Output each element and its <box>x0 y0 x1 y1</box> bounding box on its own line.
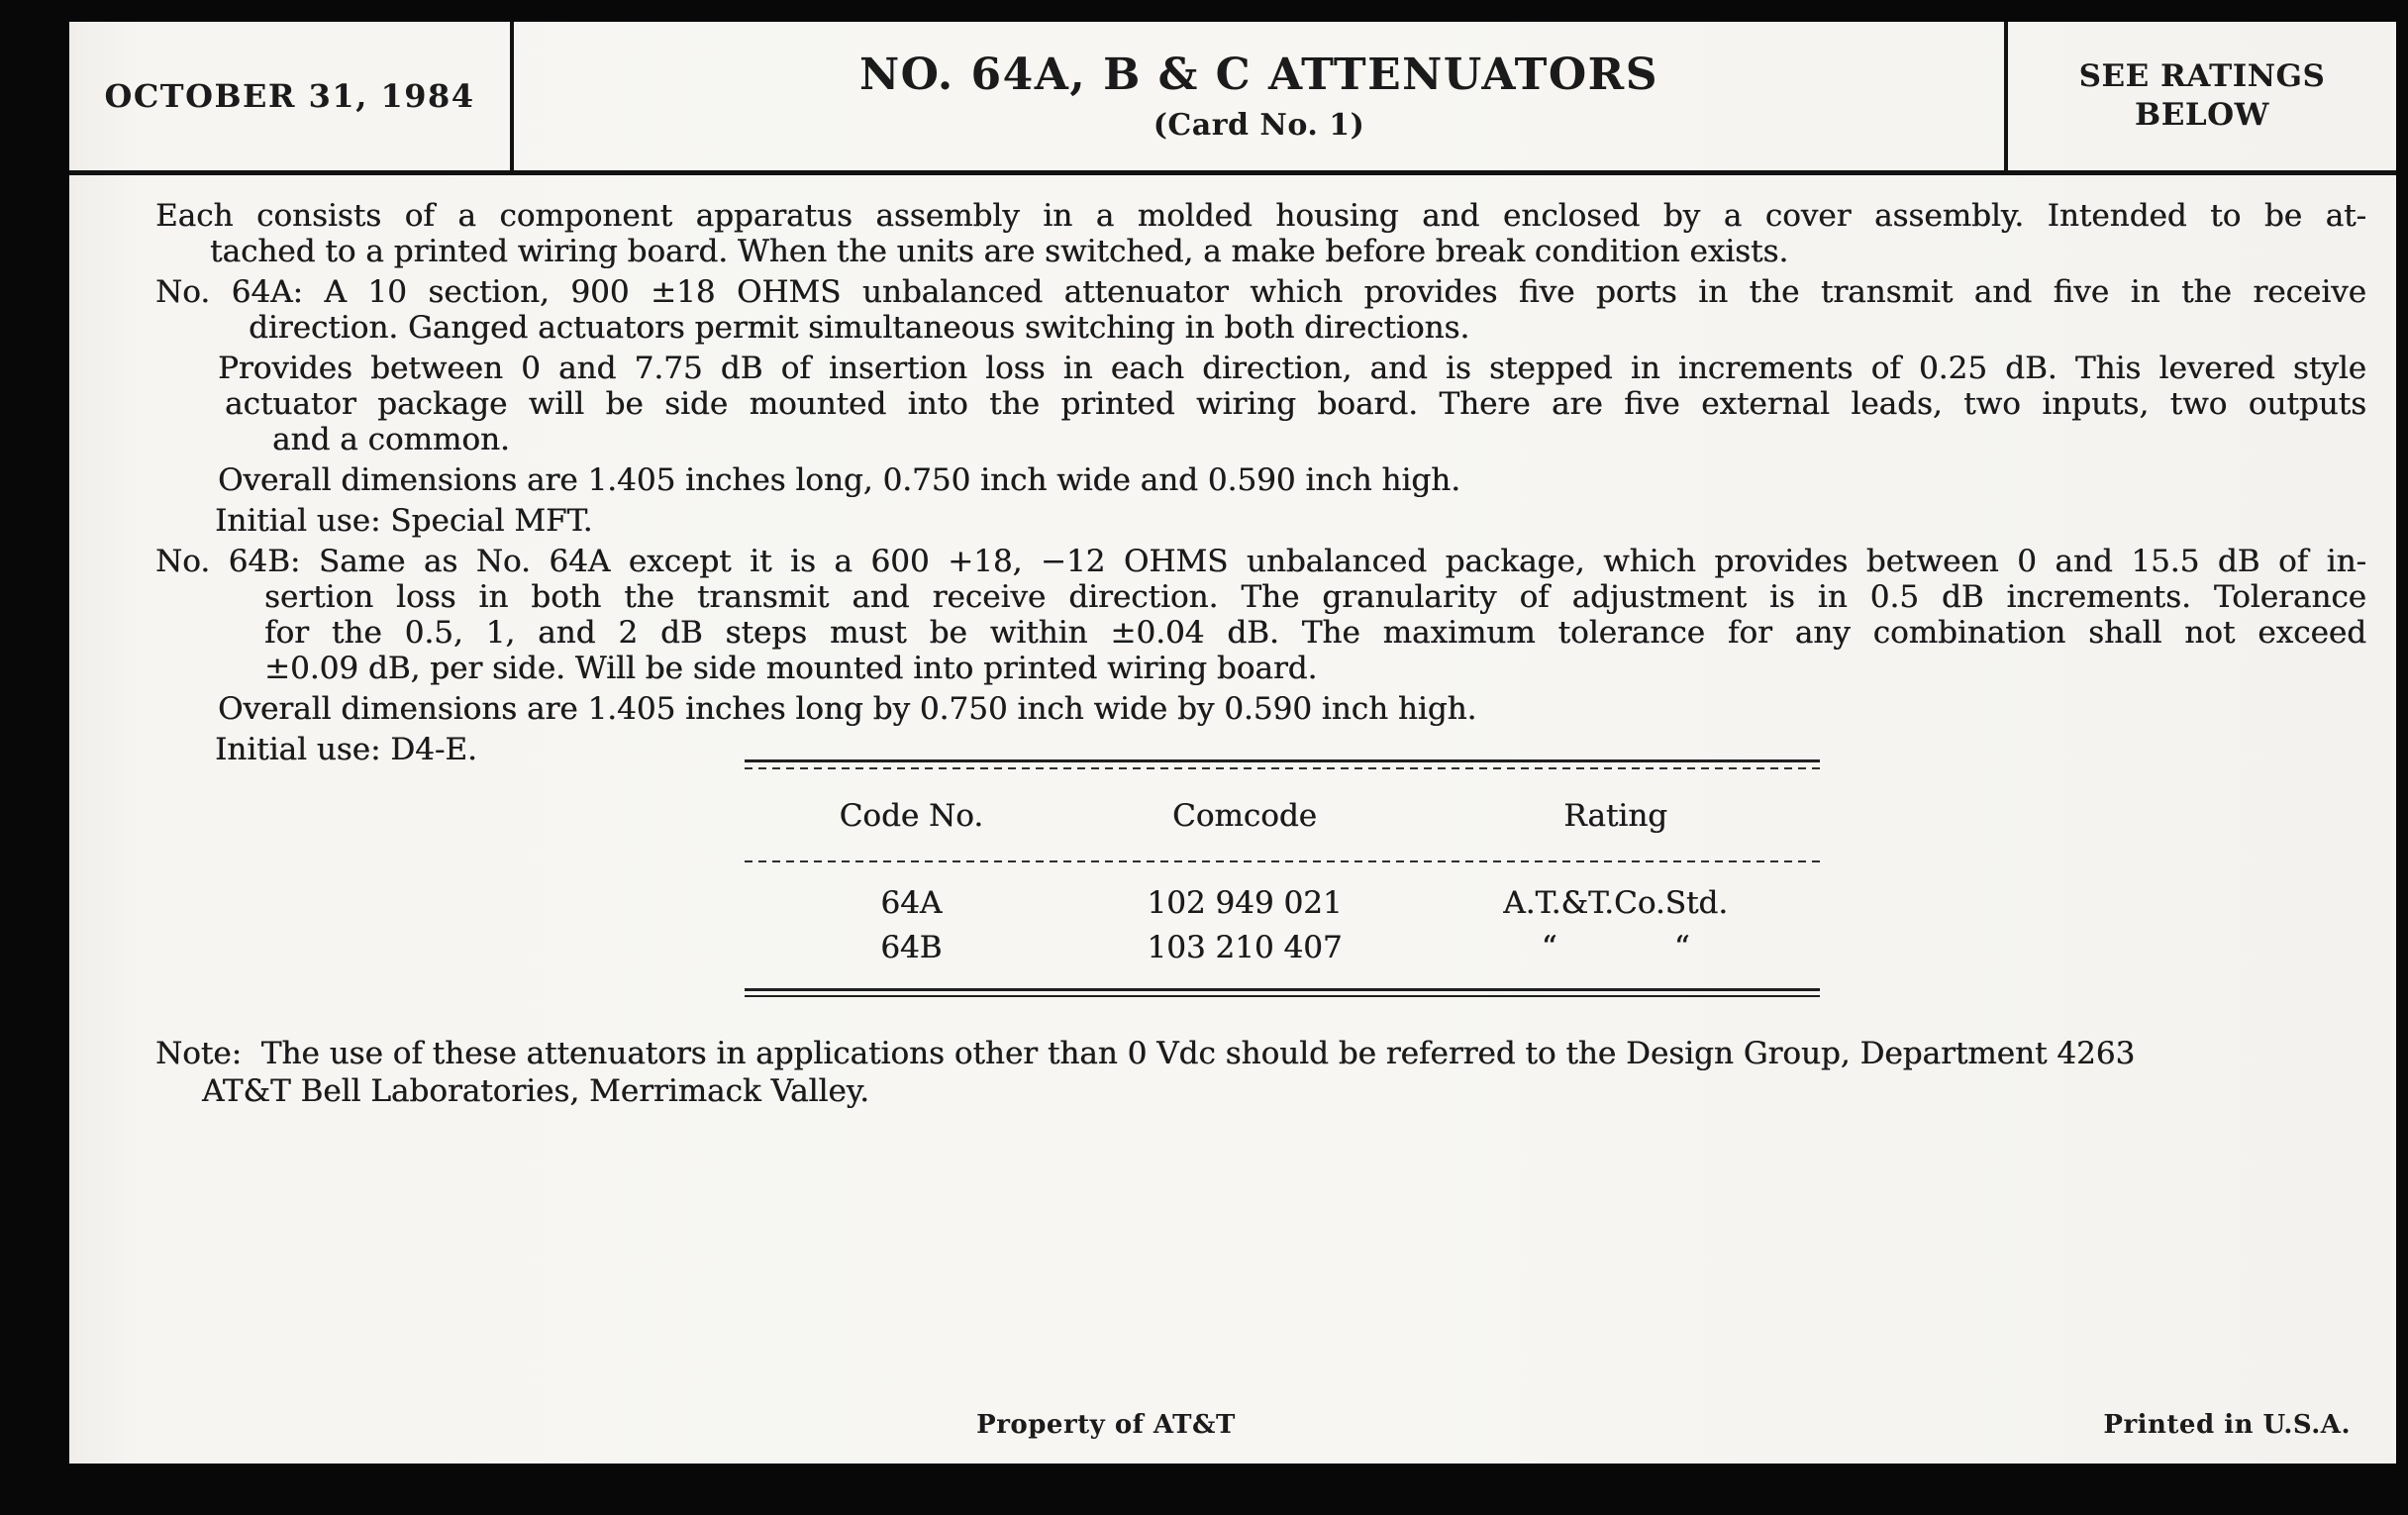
text-line: Note: The use of these attenuators in applications other than 0 Vdc should be referred to the Design Group, Department 4263 <box>155 1036 2136 1071</box>
card-page <box>69 22 2396 1464</box>
text-line: Initial use: Special MFT. <box>215 503 593 539</box>
see-ratings-line2: BELOW <box>2135 97 2269 133</box>
text-line: No. 64A: A 10 section, 900 ±18 OHMS unbalanced attenuator which provides five ports in the transmit and five in the receive <box>155 274 2366 310</box>
comcode-value: 102 949 021 <box>1147 885 1343 921</box>
table-header-separator <box>745 860 1820 862</box>
text-line: Overall dimensions are 1.405 inches long by 0.750 inch wide by 0.590 inch high. <box>218 691 1477 727</box>
table-header-row <box>745 797 1820 835</box>
text-line: direction. Ganged actuators permit simultaneous switching in both directions. <box>249 310 1470 346</box>
comcode-value: 103 210 407 <box>1147 930 1343 965</box>
header-title-cell <box>514 22 2004 170</box>
text-line: sertion loss in both the transmit and receive direction. The granularity of adjustment is in 0.5 dB increments. Tolerance <box>264 579 2366 615</box>
text-line: Provides between 0 and 7.75 dB of insertion loss in each direction, and is stepped in increments of 0.25 dB. This levered style <box>218 351 2366 386</box>
text-line: Overall dimensions are 1.405 inches long, 0.750 inch wide and 0.590 inch high. <box>218 462 1460 498</box>
paragraph-64b <box>155 544 2366 686</box>
text-line: actuator package will be side mounted into the printed wiring board. There are five external leads, two inputs, two outputs <box>225 386 2366 422</box>
text-line: tached to a printed wiring board. When the units are switched, a make before break condition exists. <box>210 234 1789 269</box>
card-date: OCTOBER 31, 1984 <box>104 77 475 115</box>
table-rule-top <box>745 759 1820 762</box>
code-no-value: 64A <box>880 885 943 921</box>
text-line: Initial use: D4-E. <box>215 732 477 767</box>
paragraph-64a-details <box>155 351 2366 457</box>
text-line: for the 0.5, 1, and 2 dB steps must be within ±0.04 dB. The maximum tolerance for any combination shall not exceed <box>264 615 2366 651</box>
text-line: ±0.09 dB, per side. Will be side mounted into printed wiring board. <box>264 651 1318 686</box>
ratings-table <box>745 759 1820 997</box>
table-header-code-no: Code No. <box>839 798 984 834</box>
note-paragraph <box>155 1035 2366 1110</box>
rating-ditto-marks: “ “ <box>1541 930 1690 965</box>
footer-property-text: Property of AT&T <box>976 1410 1236 1440</box>
table-header-comcode: Comcode <box>1171 798 1317 834</box>
card-body <box>155 198 2366 772</box>
code-no-value: 64B <box>880 930 943 965</box>
paragraph-64a <box>155 274 2366 346</box>
card-title: NO. 64A, B & C ATTENUATORS <box>858 50 1659 100</box>
table-row <box>745 884 1820 922</box>
table-rule-bottom-second <box>745 995 1820 997</box>
rating-value: A.T.&T.Co.Std. <box>1503 885 1729 921</box>
table-rule-top-dashed <box>745 767 1820 769</box>
paragraph-description <box>155 198 2366 269</box>
header-rule <box>69 170 2396 175</box>
table-header-rating: Rating <box>1563 798 1667 834</box>
text-line: Each consists of a component apparatus assembly in a molded housing and enclosed by a cover assembly. Intended to be at- <box>155 198 2366 234</box>
paragraph-64a-initial-use <box>155 503 2366 539</box>
text-line: AT&T Bell Laboratories, Merrimack Valley. <box>202 1073 869 1109</box>
table-rule-bottom <box>745 988 1820 991</box>
text-line: No. 64B: Same as No. 64A except it is a 600 +18, −12 OHMS unbalanced package, which provides between 0 and 15.5 dB of in- <box>155 544 2366 579</box>
table-row <box>745 929 1820 966</box>
paragraph-64b-dimensions <box>155 691 2366 727</box>
paragraph-64a-dimensions <box>155 462 2366 498</box>
see-ratings-line1: SEE RATINGS <box>2078 58 2326 94</box>
header-date-cell <box>69 22 510 170</box>
text-line: and a common. <box>272 422 510 457</box>
footer-printed-text: Printed in U.S.A. <box>2103 1410 2351 1440</box>
card-subtitle: (Card No. 1) <box>1153 108 1365 143</box>
header-ratings-cell <box>2008 22 2396 170</box>
